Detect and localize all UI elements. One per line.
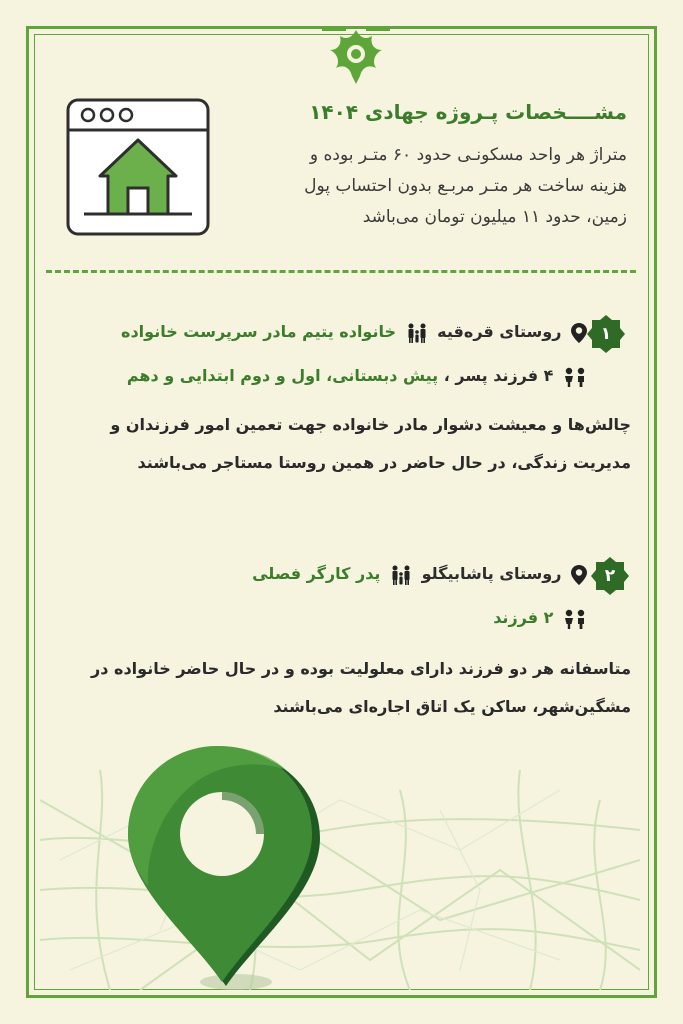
spec-title: مشــــخصات پـروژه جهادی ۱۴۰۴ [309, 100, 627, 124]
case-number-badge [590, 556, 630, 596]
description-line: مدیریت زندگی، در حال حاضر در همین روستا مستاجر می‌باشند [137, 453, 631, 472]
description-line: چالش‌ها و معیشت دشوار مادر خانواده جهت تعمین امور فرزندان و [110, 415, 631, 434]
spec-line: متراژ هر واحد مسکونـی حدود ۶۰ متـر بوده و [309, 145, 627, 165]
house-browser-icon [64, 96, 212, 238]
location-pin-icon [571, 323, 587, 343]
family-icon [390, 565, 412, 585]
case-number: ۱ [600, 324, 612, 344]
children-icon [563, 609, 587, 629]
case-info-row [71, 318, 591, 346]
spec-line: هزینه ساخت هر متـر مربـع بدون احتساب پول [304, 176, 627, 196]
village-name: روستای پاشابیگلو [421, 564, 562, 583]
spec-body [227, 140, 627, 233]
description-line: مشگین‌شهر، ساکن یک اتاق اجاره‌ای می‌باشند [273, 697, 631, 716]
map-pin-3d-icon [126, 742, 326, 992]
location-pin-icon [571, 565, 587, 585]
floral-ornament-icon [316, 24, 396, 88]
children-detail: پیش دبستانی، اول و دوم ابتدایی و دهم [126, 366, 439, 385]
description-line: متاسفانه هر دو فرزند دارای معلولیت بوده و در حال حاضر خانواده در [91, 659, 631, 678]
family-status: پدر کارگر فصلی [252, 564, 381, 583]
case-number-badge [586, 314, 626, 354]
children-icon [563, 367, 587, 387]
family-icon [406, 323, 428, 343]
dashed-divider [46, 270, 636, 273]
case-description [51, 406, 631, 482]
children-count: ۲ فرزند [493, 608, 554, 627]
children-row [71, 604, 591, 632]
case-info-row [71, 560, 591, 588]
spec-line: زمین، حدود ۱۱ میلیون تومان می‌باشد [362, 207, 627, 227]
case-number: ۲ [604, 566, 616, 586]
village-name: روستای قره‌قیه [437, 322, 562, 341]
family-status: خانواده یتیم مادر سرپرست خانواده [121, 322, 397, 341]
case-description [51, 650, 631, 726]
children-row [71, 362, 591, 390]
children-count: ۴ فرزند پسر ، [443, 366, 554, 385]
